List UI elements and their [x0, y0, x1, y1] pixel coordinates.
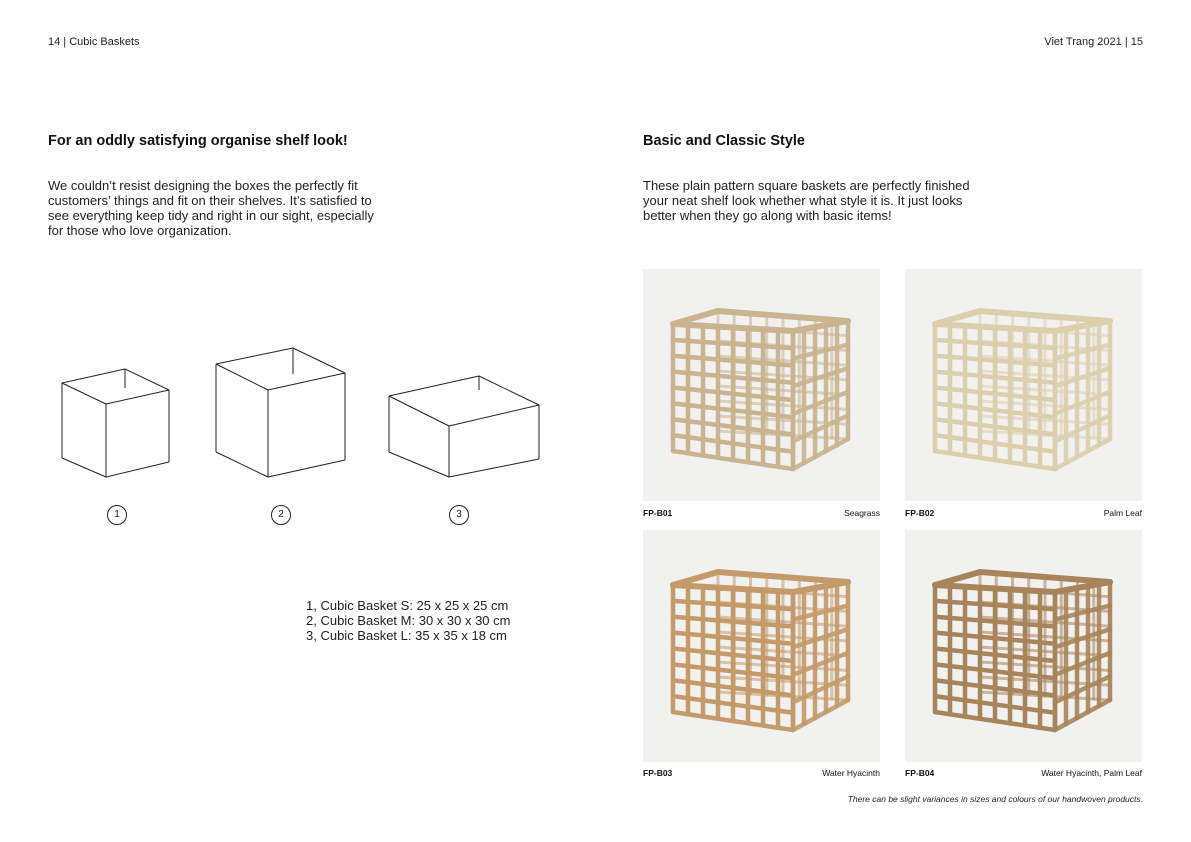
size-item: 3, Cubic Basket L: 35 x 35 x 18 cm — [306, 628, 507, 643]
box-large-drawing — [389, 376, 539, 477]
right-section-paragraph — [643, 178, 1023, 223]
page-header-left: 14 | Cubic Baskets — [48, 36, 140, 48]
disclaimer-note: There can be slight variances in sizes and colours of our handwoven products. — [847, 794, 1143, 804]
product-photo-fp-b01 — [643, 269, 880, 501]
product-material: Seagrass — [844, 508, 880, 518]
product-caption — [643, 508, 880, 518]
diagram-number-3: 3 — [449, 505, 469, 525]
basket-diagram — [0, 0, 600, 500]
page-header-right: Viet Trang 2021 | 15 — [1044, 36, 1143, 48]
paragraph-line: your neat shelf look whether what style it is. It just looks — [643, 193, 963, 208]
right-section-title: Basic and Classic Style — [643, 133, 805, 149]
paragraph-line: These plain pattern square baskets are perfectly finished — [643, 178, 970, 193]
left-section-title: For an oddly satisfying organise shelf look! — [48, 133, 348, 149]
product-photo-fp-b04 — [905, 530, 1142, 762]
paragraph-line: better when they go along with basic items! — [643, 208, 892, 223]
product-photo-fp-b03 — [643, 530, 880, 762]
product-caption — [905, 508, 1142, 518]
product-code: FP-B02 — [905, 508, 935, 518]
size-item: 2, Cubic Basket M: 30 x 30 x 30 cm — [306, 613, 511, 628]
product-photo-fp-b02 — [905, 269, 1142, 501]
product-material: Water Hyacinth — [822, 768, 880, 778]
box-medium-drawing — [216, 348, 345, 477]
product-material: Water Hyacinth, Palm Leaf — [1041, 768, 1142, 778]
diagram-number-2: 2 — [271, 505, 291, 525]
basket-size-list — [306, 598, 510, 643]
paragraph-line: We couldn’t resist designing the boxes the perfectly fit — [48, 178, 358, 193]
paragraph-line: for those who love organization. — [48, 223, 232, 238]
product-caption — [643, 768, 880, 778]
paragraph-line: customers’ things and fit on their shelves. It’s satisfied to — [48, 193, 372, 208]
paragraph-line: see everything keep tidy and right in our sight, especially — [48, 208, 374, 223]
product-code: FP-B04 — [905, 768, 935, 778]
product-material: Palm Leaf — [1103, 508, 1142, 518]
size-item: 1, Cubic Basket S: 25 x 25 x 25 cm — [306, 598, 509, 613]
product-code: FP-B01 — [643, 508, 673, 518]
diagram-number-1: 1 — [107, 505, 127, 525]
box-small-drawing — [62, 369, 169, 477]
product-code: FP-B03 — [643, 768, 673, 778]
product-caption — [905, 768, 1142, 778]
